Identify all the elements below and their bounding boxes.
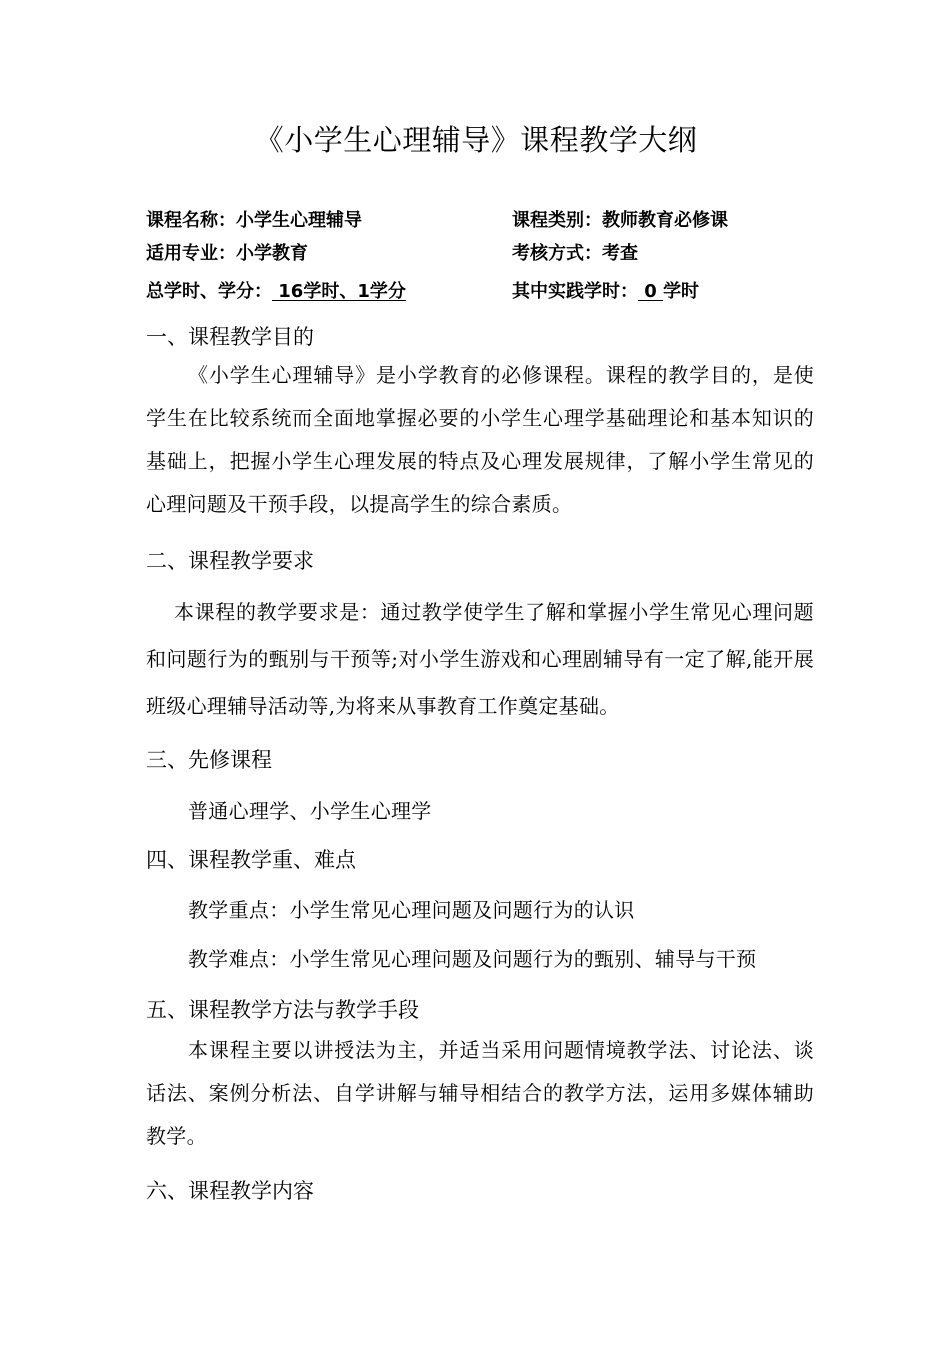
hours-row xyxy=(146,279,406,305)
page-title: 《小学生心理辅导》课程教学大纲 xyxy=(254,123,698,157)
section-heading-content: 六、课程教学内容 xyxy=(146,1179,314,1203)
course-name-label: 课程名称： xyxy=(146,210,236,231)
section-body-prerequisites: 普通心理学、小学生心理学 xyxy=(188,799,432,823)
course-category-row xyxy=(512,208,728,234)
practice-hours-unit: 学时 xyxy=(663,281,700,302)
course-name-value: 小学生心理辅导 xyxy=(236,210,362,231)
assessment-label: 考核方式： xyxy=(512,243,602,264)
hours-value: 16学时、1学分 xyxy=(272,281,406,302)
section-heading-methods: 五、课程教学方法与教学手段 xyxy=(146,998,419,1022)
major-value: 小学教育 xyxy=(236,243,308,264)
hours-label: 总学时、学分： xyxy=(146,281,272,302)
section-heading-purpose: 一、课程教学目的 xyxy=(146,325,314,349)
course-category-value: 教师教育必修课 xyxy=(602,210,728,231)
section-body-methods: 本课程主要以讲授法为主，并适当采用问题情境教学法、讨论法、谈话法、案例分析法、自学讲解与辅导相结合的教学方法，运用多媒体辅助教学。 xyxy=(146,1038,814,1148)
course-name-row xyxy=(146,208,362,234)
course-category-label: 课程类别： xyxy=(512,210,602,231)
section-body-requirements: 本课程的教学要求是：通过教学使学生了解和掌握小学生常见心理问题和问题行为的甄别与干预等;对小学生游戏和心理剧辅导有一定了解,能开展班级心理辅导活动等,为将来从事教育工作奠定基础。 xyxy=(146,600,814,718)
practice-hours-label: 其中实践学时： xyxy=(512,281,638,302)
section-body-purpose: 《小学生心理辅导》是小学教育的必修课程。课程的教学目的，是使学生在比较系统而全面地掌握必要的小学生心理学基础理论和基本知识的基础上，把握小学生心理发展的特点及心理发展规律，了解小学生常见的心理问题及干预手段，以提高学生的综合素质。 xyxy=(146,363,814,516)
practice-hours-row xyxy=(512,279,699,305)
assessment-row xyxy=(512,241,638,267)
difficult-points-line: 教学难点：小学生常见心理问题及问题行为的甄别、辅导与干预 xyxy=(188,947,757,971)
key-points-line: 教学重点：小学生常见心理问题及问题行为的认识 xyxy=(188,898,635,922)
major-label: 适用专业： xyxy=(146,243,236,264)
section-heading-requirements: 二、课程教学要求 xyxy=(146,549,314,573)
section-heading-prerequisites: 三、先修课程 xyxy=(146,748,272,772)
major-row xyxy=(146,241,308,267)
assessment-value: 考查 xyxy=(602,243,638,264)
practice-hours-value: 0 xyxy=(638,281,664,302)
section-heading-key-points: 四、课程教学重、难点 xyxy=(146,848,356,872)
